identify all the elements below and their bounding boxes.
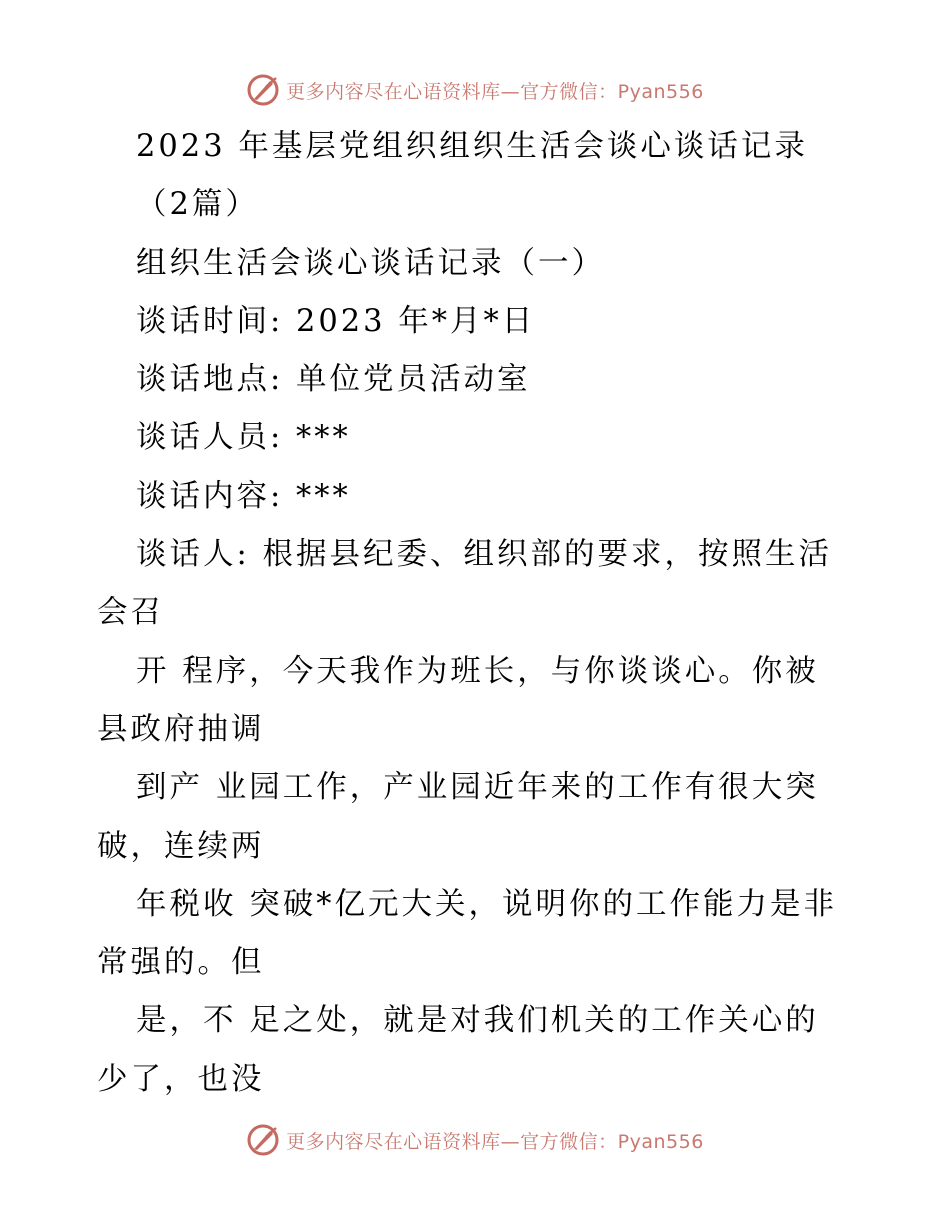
document-line: 谈话时间: 2023 年*月*日 [136, 303, 536, 339]
document-line: 组织生活会谈心谈话记录（一） [136, 245, 605, 281]
quill-pen-logo-icon [246, 1123, 280, 1157]
document-line: 是，不 足之处，就是对我们机关的工作关心的 [136, 1003, 819, 1039]
document-line: 谈话人: 根据县纪委、组织部的要求，按照生活 [136, 537, 832, 573]
document-body [97, 118, 857, 1109]
footer-watermark-banner [0, 1120, 950, 1160]
header-watermark-banner [0, 70, 950, 110]
document-line: 开 程序，今天我作为班长，与你谈谈心。你被 [136, 653, 819, 689]
document-line: 年税收 突破*亿元大关，说明你的工作能力是非 [136, 886, 837, 922]
document-line: 县政府抽调 [97, 711, 265, 747]
document-line: 2023 年基层党组织组织生活会谈心谈话记录 [136, 129, 808, 164]
quill-pen-logo-icon [246, 73, 280, 107]
footer-watermark-text: 更多内容尽在心语资料库—官方微信：Pyan556 [286, 1130, 704, 1153]
header-watermark-text: 更多内容尽在心语资料库—官方微信：Pyan556 [286, 80, 704, 103]
document-line: 少了，也没 [97, 1061, 265, 1097]
document-line: 谈话地点: 单位党员活动室 [136, 362, 531, 398]
document-line: 常强的。但 [97, 945, 265, 981]
document-line: 谈话内容: *** [136, 478, 351, 514]
document-line: 破，连续两 [97, 828, 265, 864]
document-line: 到产 业园工作，产业园近年来的工作有很大突 [136, 770, 819, 806]
document-line: 谈话人员: *** [136, 420, 351, 456]
document-line: 会召 [97, 595, 164, 631]
document-line: （2篇） [136, 187, 259, 223]
